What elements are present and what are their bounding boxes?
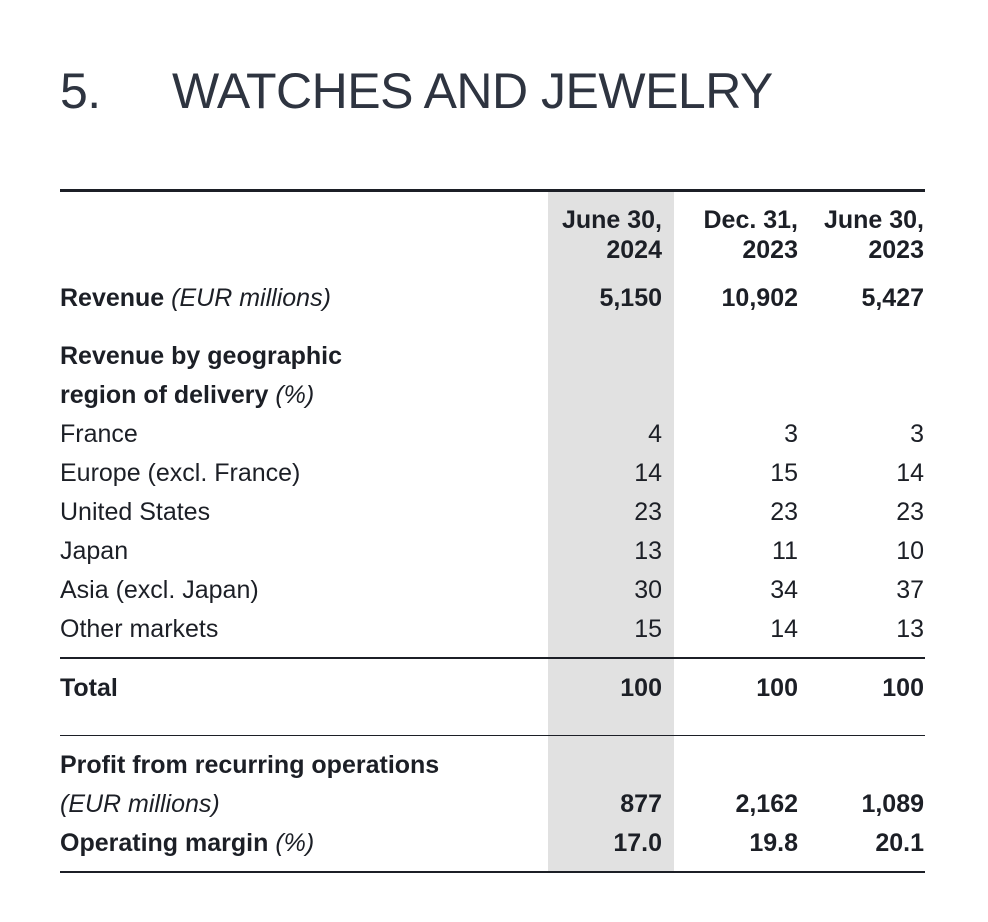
section-heading	[60, 62, 773, 120]
revenue-unit: (EUR millions)	[171, 284, 331, 312]
total-value: 100	[882, 674, 924, 702]
geo-row-value: 23	[896, 498, 924, 526]
table-bottom-rule	[60, 871, 925, 873]
geo-section-title-line1: Revenue by geographic	[60, 342, 343, 370]
geo-row-value: 14	[896, 459, 924, 487]
geo-row-label: Asia (excl. Japan)	[60, 576, 259, 604]
geo-row-value: 10	[896, 537, 924, 565]
profit-value: 1,089	[861, 790, 924, 818]
column-header-june-2023: June 30, 2023	[823, 206, 924, 264]
total-top-rule	[60, 657, 925, 659]
geo-row-value: 23	[770, 498, 798, 526]
margin-value: 17.0	[613, 829, 662, 857]
total-value: 100	[620, 674, 662, 702]
column-header-june-2024: June 30, 2024	[561, 206, 662, 264]
profit-unit: (EUR millions)	[60, 790, 220, 818]
total-bottom-rule	[60, 735, 925, 736]
column-header-dec-2023: Dec. 31, 2023	[703, 206, 798, 264]
margin-value: 20.1	[875, 829, 924, 857]
geo-row-label: France	[60, 420, 138, 448]
geo-row-label: United States	[60, 498, 211, 526]
revenue-value: 5,150	[599, 284, 662, 312]
geo-row-value: 13	[634, 537, 662, 565]
geo-row-value: 37	[896, 576, 924, 604]
margin-value: 19.8	[749, 829, 798, 857]
geo-row-label: Other markets	[60, 615, 219, 643]
geo-row-value: 15	[770, 459, 798, 487]
geo-row-value: 11	[772, 537, 798, 565]
geo-section-title-line2: region of delivery	[60, 381, 269, 409]
geo-row-label: Europe (excl. France)	[60, 459, 301, 487]
margin-unit: (%)	[275, 829, 315, 857]
geo-row-value: 15	[634, 615, 662, 643]
margin-label: Operating margin	[60, 829, 269, 857]
geo-row-value: 4	[648, 420, 662, 448]
revenue-value: 10,902	[721, 284, 798, 312]
revenue-value: 5,427	[861, 284, 924, 312]
profit-label: Profit from recurring operations	[60, 751, 440, 779]
total-value: 100	[756, 674, 798, 702]
revenue-label-cell	[60, 283, 331, 314]
geo-row-value: 3	[910, 420, 924, 448]
geo-row-value: 13	[896, 615, 924, 643]
geo-row-value: 30	[634, 576, 662, 604]
margin-label-cell	[60, 828, 314, 859]
section-title: WATCHES AND JEWELRY	[172, 63, 773, 119]
section-number: 5.	[60, 63, 101, 119]
revenue-label: Revenue	[60, 284, 165, 312]
table-top-rule	[60, 189, 925, 192]
geo-row-value: 3	[784, 420, 798, 448]
geo-row-value: 23	[634, 498, 662, 526]
geo-row-value: 14	[770, 615, 798, 643]
geo-row-value: 14	[634, 459, 662, 487]
profit-value: 2,162	[735, 790, 798, 818]
geo-row-value: 34	[770, 576, 798, 604]
total-label: Total	[60, 674, 118, 702]
geo-section-unit: (%)	[275, 381, 315, 409]
profit-value: 877	[620, 790, 662, 818]
geo-row-label: Japan	[60, 537, 129, 565]
geo-section-title-line2-cell	[60, 380, 314, 411]
